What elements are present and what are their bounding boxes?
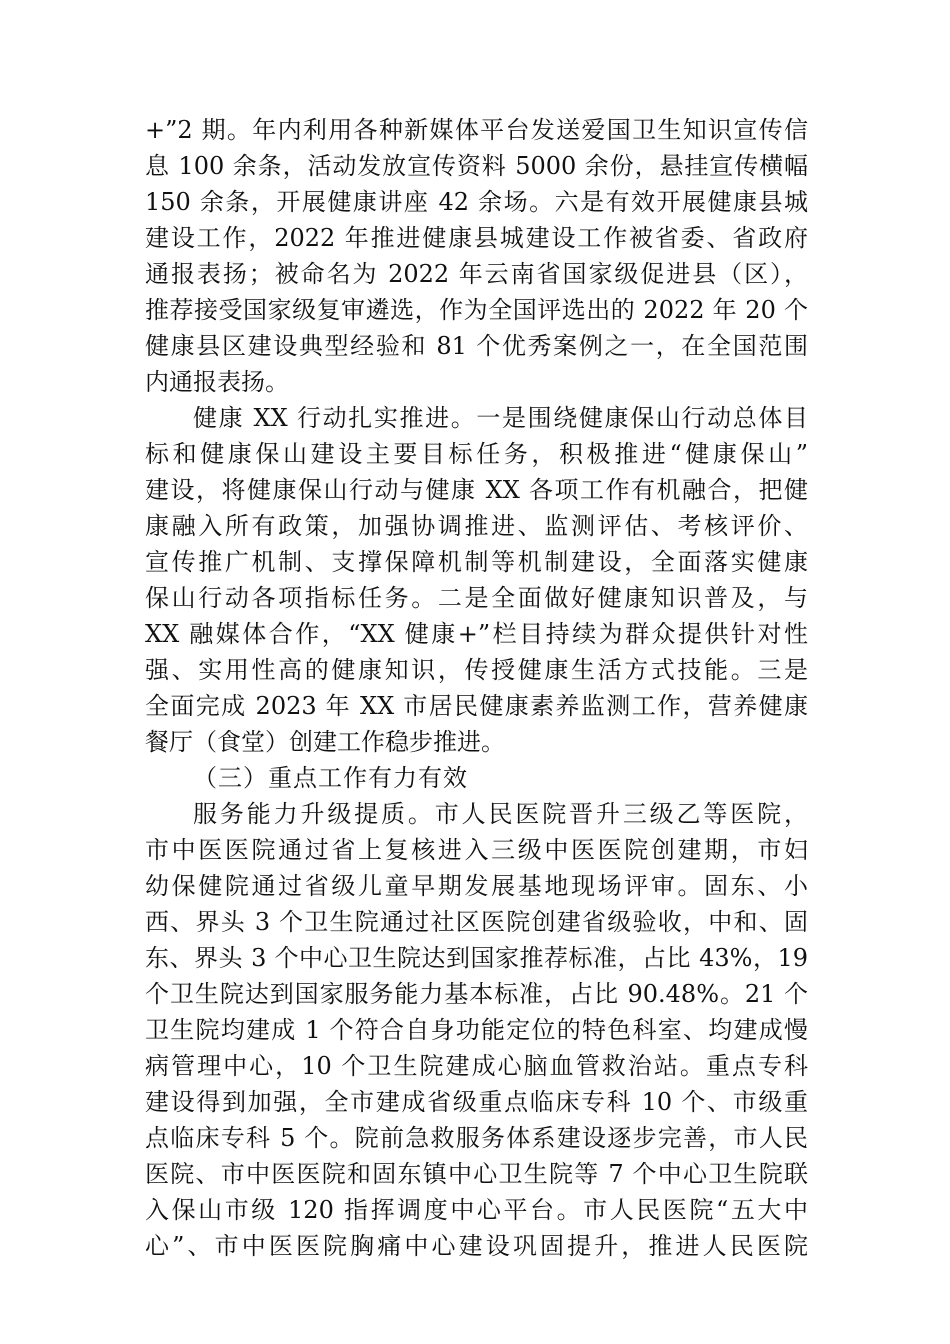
text-line: 推荐接受国家级复审遴选，作为全国评选出的 2022 年 20 个 bbox=[145, 296, 808, 324]
text-line: 入保山市级 120 指挥调度中心平台。市人民医院“五大中 bbox=[145, 1196, 808, 1224]
text-line: 宣传推广机制、支撑保障机制等机制建设，全面落实健康 bbox=[145, 548, 808, 576]
text-line: 健康 XX 行动扎实推进。一是围绕健康保山行动总体目 bbox=[193, 404, 808, 432]
text-line: 内通报表扬。 bbox=[145, 368, 289, 396]
text-line: 心”、市中医医院胸痛中心建设巩固提升，推进人民医院 bbox=[145, 1232, 808, 1260]
text-line: 幼保健院通过省级儿童早期发展基地现场评审。固东、小 bbox=[145, 872, 808, 900]
section-heading: （三）重点工作有力有效 bbox=[193, 764, 468, 792]
document-body bbox=[145, 112, 808, 1264]
text-line: 医院、市中医医院和固东镇中心卫生院等 7 个中心卫生院联 bbox=[145, 1160, 808, 1188]
text-line: 市中医医院通过省上复核进入三级中医医院创建期，市妇 bbox=[145, 836, 808, 864]
text-line: 全面完成 2023 年 XX 市居民健康素养监测工作，营养健康 bbox=[145, 692, 808, 720]
text-line: 东、界头 3 个中心卫生院达到国家推荐标准，占比 43%，19 bbox=[145, 944, 808, 972]
text-line: 个卫生院达到国家服务能力基本标准，占比 90.48%。21 个 bbox=[145, 980, 808, 1008]
text-line: 建设工作，2022 年推进健康县城建设工作被省委、省政府 bbox=[145, 224, 808, 252]
text-line: 西、界头 3 个卫生院通过社区医院创建省级验收，中和、固 bbox=[145, 908, 808, 936]
text-line: 建设，将健康保山行动与健康 XX 各项工作有机融合，把健 bbox=[145, 476, 808, 504]
text-line: 保山行动各项指标任务。二是全面做好健康知识普及，与 bbox=[145, 584, 808, 612]
text-line: +”2 期。年内利用各种新媒体平台发送爱国卫生知识宣传信 bbox=[145, 116, 808, 144]
text-line: 服务能力升级提质。市人民医院晋升三级乙等医院， bbox=[193, 800, 808, 828]
text-line: 建设得到加强，全市建成省级重点临床专科 10 个、市级重 bbox=[145, 1088, 808, 1116]
text-line: 健康县区建设典型经验和 81 个优秀案例之一，在全国范围 bbox=[145, 332, 808, 360]
text-line: 通报表扬；被命名为 2022 年云南省国家级促进县（区）， bbox=[145, 260, 808, 288]
text-line: 标和健康保山建设主要目标任务，积极推进“健康保山” bbox=[145, 440, 808, 468]
text-line: 卫生院均建成 1 个符合自身功能定位的特色科室、均建成慢 bbox=[145, 1016, 808, 1044]
text-line: 康融入所有政策，加强协调推进、监测评估、考核评价、 bbox=[145, 512, 808, 540]
text-line: 150 余条，开展健康讲座 42 余场。六是有效开展健康县城 bbox=[145, 188, 808, 216]
text-line: XX 融媒体合作，“XX 健康+”栏目持续为群众提供针对性 bbox=[145, 620, 808, 648]
text-line: 点临床专科 5 个。院前急救服务体系建设逐步完善，市人民 bbox=[145, 1124, 808, 1152]
text-line: 病管理中心，10 个卫生院建成心脑血管救治站。重点专科 bbox=[145, 1052, 808, 1080]
text-line: 餐厅（食堂）创建工作稳步推进。 bbox=[145, 728, 505, 756]
text-line: 强、实用性高的健康知识，传授健康生活方式技能。三是 bbox=[145, 656, 808, 684]
text-line: 息 100 余条，活动发放宣传资料 5000 余份，悬挂宣传横幅 bbox=[145, 152, 808, 180]
